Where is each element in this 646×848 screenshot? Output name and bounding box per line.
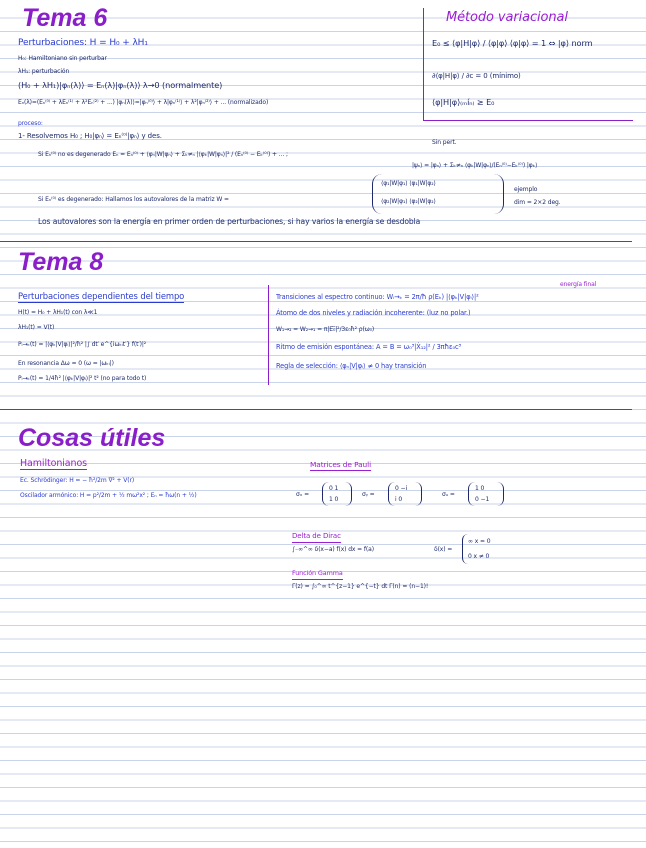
- tema8-left-line-2: H(t) = H₀ + λH₁(t) con λ≪1: [18, 309, 98, 316]
- sigma-x-row-1: 0 1: [329, 485, 339, 492]
- h1-line: λH₁: perturbación: [18, 68, 70, 75]
- cosas-utiles-title: Cosas útiles: [18, 424, 166, 452]
- sigma-x-label: σₓ =: [296, 491, 310, 498]
- dirac-cases: [462, 534, 523, 564]
- pauli-sigma-y: [362, 482, 432, 508]
- metodo-box-left-border: [423, 8, 424, 120]
- sigma-y-matrix: [388, 482, 422, 506]
- oscilador-line: Oscilador armónico: H = p²/2m + ½ mω²x² ; Eₙ = ħω(n + ½): [20, 492, 197, 499]
- tema6-divider: [0, 241, 632, 242]
- dirac-case-2: 0 x ≠ 0: [468, 553, 490, 560]
- energia-final-label: energía final: [560, 281, 597, 288]
- tema8-right-line-2: Átomo de dos niveles y radiación incoherente: (luz no polar.): [276, 309, 471, 317]
- metodo-line-1: E₀ ≤ ⟨φ|H|φ⟩ / ⟨φ|φ⟩ ⟨φ|φ⟩ = 1 ⇔ |φ⟩ norm: [432, 38, 593, 48]
- proceso-label: proceso:: [18, 120, 43, 127]
- dirac-delta-label: δ(x) =: [434, 546, 453, 553]
- autovalores-line: Los autovalores son la energía en primer orden de perturbaciones, si hay varios la energía se desdobla: [38, 217, 421, 226]
- pauli-heading: Matrices de Pauli: [310, 460, 372, 469]
- schrodinger-line: Ec. Schrödinger: H = − ħ²/2m ∇² + V(r): [20, 477, 135, 484]
- sigma-z-row-1: 1 0: [475, 485, 485, 492]
- eq2-line: Eₙ(λ)=(Eₙ⁽⁰⁾ + λEₙ⁽¹⁾ + λ²Eₙ⁽²⁾ + ...) |φₙ(λ)⟩=|φₙ⁽⁰⁾⟩ + λ|φₙ⁽¹⁾⟩ + λ²|φₙ⁽²⁾⟩ + ... (normalizado): [18, 99, 269, 106]
- metodo-line-3: ⟨φ|H|φ⟩₍ₘíₙ₎ ≥ E₀: [432, 97, 495, 107]
- sigma-z-row-2: 0 −1: [475, 496, 490, 503]
- w-matrix-row-1: ⟨φ₁|W|φ₁⟩ ⟨φ₁|W|φ₂⟩: [381, 180, 436, 187]
- paso1-line: 1- Resolvemos H₀ ; H₀|φₙ⟩ = Eₙ⁽⁰⁾|φₙ⟩ y des.: [18, 132, 162, 140]
- tema8-title: Tema 8: [18, 248, 104, 276]
- dirac-integral: ∫₋∞^∞ δ(x−a) f(x) dx = f(a): [292, 546, 374, 553]
- sigma-x-matrix: [322, 482, 352, 506]
- ejemplo-label: ejemplo: [514, 186, 538, 193]
- sigma-y-label: σᵧ =: [362, 491, 375, 498]
- tema8-divider: [0, 409, 632, 410]
- w-matrix-row-2: ⟨φ₂|W|φ₁⟩ ⟨φ₂|W|φ₂⟩: [381, 198, 436, 205]
- gamma-heading: Función Gamma: [292, 568, 343, 580]
- gamma-line: Γ(z) = ∫₀^∞ t^{z−1} e^{−t} dt Γ(n) = (n−1)!: [292, 583, 429, 590]
- tema6-title: Tema 6: [22, 4, 108, 32]
- metodo-variacional-title: Método variacional: [446, 10, 568, 25]
- sigma-y-row-1: 0 −i: [395, 485, 408, 492]
- pauli-sigma-z: [442, 482, 512, 508]
- tema8-right-line-3: W₁→₂ = W₂→₁ = π|E₀̅|²/3ε₀ħ² ρ(ω₀): [276, 326, 375, 333]
- tema8-left-line-6: Pᵢ→ₖ(t) = 1/4ħ² |⟨φₖ|V|φᵢ⟩|² t² (no para todo t): [18, 375, 147, 382]
- degenerado-line: Si Eₙ⁽⁰⁾ es degenerado: Hallamos los autovalores de la matriz W =: [38, 196, 229, 203]
- eq1-line: (H₀ + λH₁)|φₙ(λ)⟩ = Eₙ(λ)|φₙ(λ)⟩ λ→0 (normalmente): [18, 80, 223, 90]
- tema8-left-line-3: λH₁(t) = V(t): [18, 324, 55, 331]
- tema8-right-line-4: Ritmo de emisión espontánea: A = B = ω₀³|Ẋ₁₂|² / 3πħε₀c³: [276, 343, 462, 351]
- metodo-box-bottom-border: [423, 120, 633, 121]
- tema8-left-line-5: En resonancia Δω ≃ 0 (ω = |ωₖᵢ|): [18, 360, 114, 367]
- tema8-left-line-4: Pᵢ→ₖ(t) ≃ |⟨φₖ|V|φᵢ⟩|²/ħ² |∫ dt′ e^{iωₖᵢt′} f(t′)|²: [18, 341, 147, 348]
- tema8-right-line-5: Regla de selección: ⟨φₙ|V|φᵢ⟩ ≠ 0 hay transición: [276, 362, 427, 370]
- sigma-y-row-2: i 0: [395, 496, 403, 503]
- h0-line: H₀: Hamiltoniano sin perturbar: [18, 55, 107, 62]
- sigma-x-row-2: 1 0: [329, 496, 339, 503]
- sin-pert-label: Sin pert.: [432, 139, 457, 146]
- dirac-heading: Delta de Dirac: [292, 531, 341, 543]
- w-matrix: [372, 174, 504, 214]
- sigma-z-label: σᵤ =: [442, 491, 455, 498]
- tema8-column-divider: [268, 285, 269, 385]
- no-degenerado-state: |ψₙ⟩ = |φₙ⟩ + Σₖ≠ₙ ⟨φₖ|W|φₙ⟩/(Eₙ⁽⁰⁾−Eₖ⁽⁰⁾) |φₖ⟩: [412, 162, 538, 169]
- tema8-right-line-1: Transiciones al espectro continuo: Wᵢ→ₖ = 2π/ħ ρ(Eₖ) |⟨φₖ|V|φᵢ⟩|²: [276, 293, 479, 301]
- no-degenerado-line: Si Eₙ⁽⁰⁾ no es degenerado Eₙ = Eₙ⁽⁰⁾ + ⟨φₙ|W|φₙ⟩ + Σₖ≠ₙ |⟨φₖ|W|φₙ⟩|² / (Eₙ⁽⁰⁾ − Eₖ⁽⁰⁾) + ... ;: [38, 151, 288, 158]
- pauli-sigma-x: [296, 482, 358, 508]
- dirac-case-1: ∞ x = 0: [468, 538, 491, 545]
- tema8-left-heading: Perturbaciones dependientes del tiempo: [18, 291, 185, 301]
- hamiltonianos-heading: Hamiltonianos: [20, 458, 87, 469]
- sigma-z-matrix: [468, 482, 504, 506]
- perturbaciones-line: Perturbaciones: H = H₀ + λH₁: [18, 38, 148, 48]
- ejemplo-dim: dim = 2×2 deg.: [514, 199, 561, 206]
- metodo-line-2: ∂⟨φ|H|φ⟩ / ∂c = 0 (mínimo): [432, 72, 521, 80]
